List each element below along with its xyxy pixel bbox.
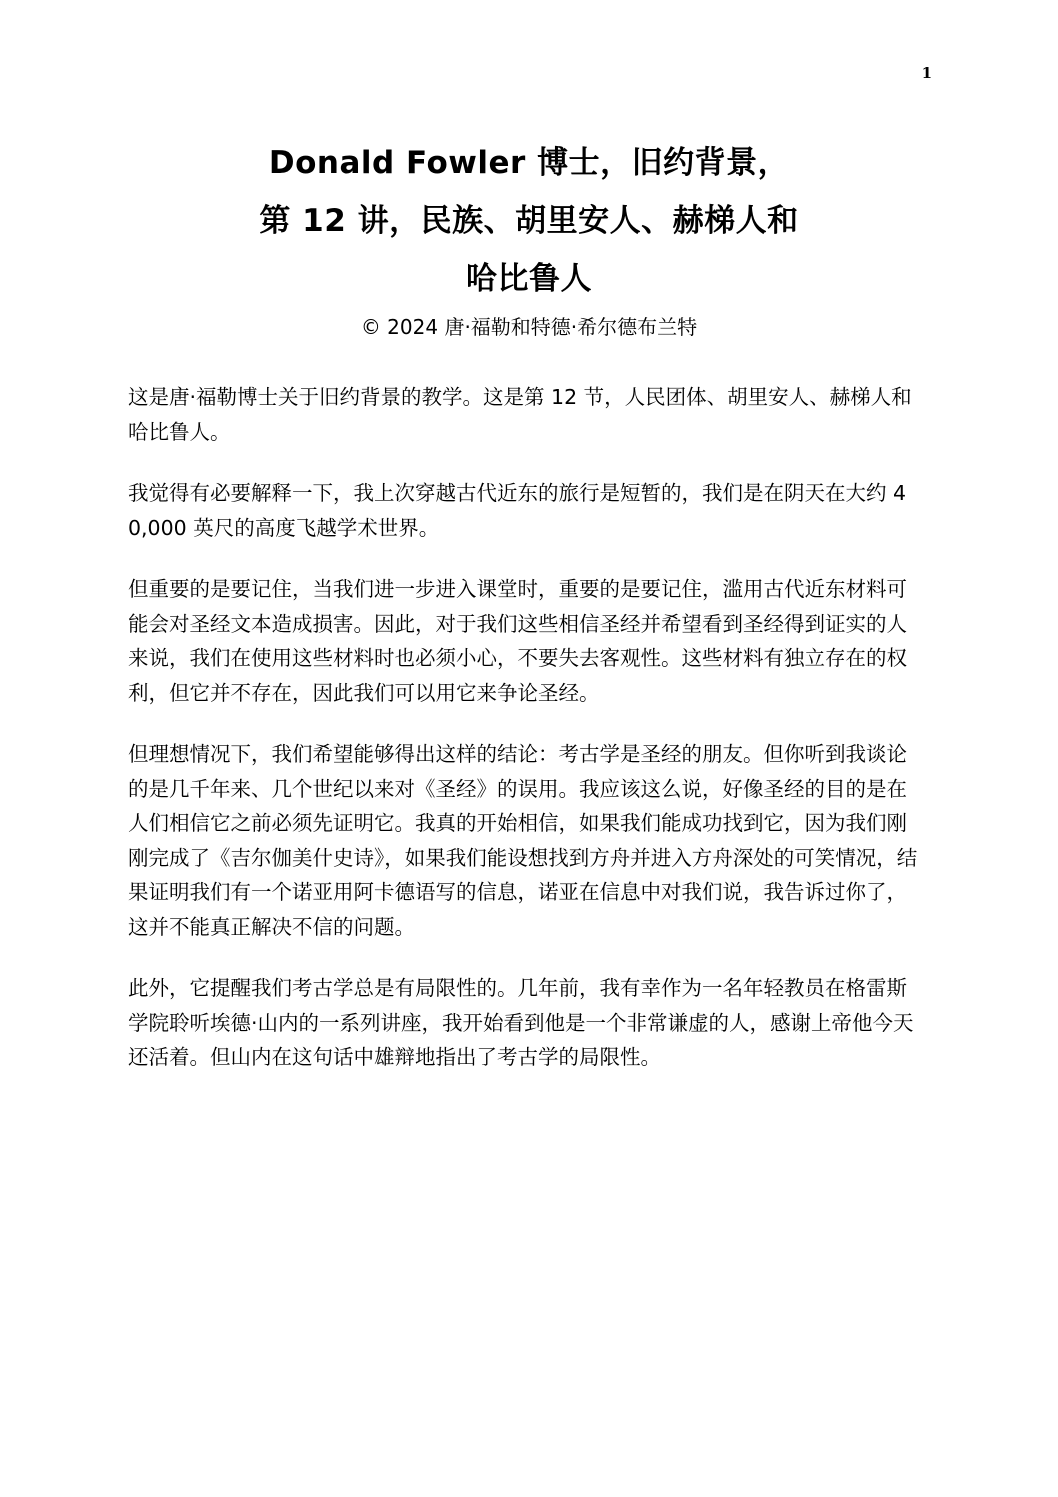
title-line-3: 哈比鲁人 [466,261,592,297]
paragraph-4: 但理想情况下，我们希望能够得出这样的结论：考古学是圣经的朋友。但你听到我谈论的是几千年来、几个世纪以来对《圣经》的误用。我应该这么说，好像圣经的目的是在人们相信它之前必须先证明它。我真的开始相信，如果我们能成功找到它，因为我们刚刚完成了《吉尔伽美什史诗》，如果我们能设想找到方舟并进入方舟深处的可笑情况，结果证明我们有一个诺亚用阿卡德语写的信息，诺亚在信息中对我们说，我告诉过你了，这并不能真正解决不信的问题。 [128,742,918,939]
title-line-2: 第 12 讲，民族、胡里安人、赫梯人和 [259,203,799,239]
paragraph-1: 这是唐·福勒博士关于旧约背景的教学。这是第 12 节，人民团体、胡里安人、赫梯人和哈比鲁人。 [128,385,912,444]
document-title [120,134,938,342]
title-line-1: Donald Fowler 博士，旧约背景， [268,145,790,181]
copyright-line: © 2024 唐·福勒和特德·希尔德布兰特 [360,315,698,339]
page-number: 1 [921,64,932,82]
body-text [128,380,920,1102]
paragraph-5: 此外，它提醒我们考古学总是有局限性的。几年前，我有幸作为一名年轻教员在格雷斯学院聆听埃德·山内的一系列讲座，我开始看到他是一个非常谦虚的人，感谢上帝他今天还活着。但山内在这句话中雄辩地指出了考古学的局限性。 [128,976,914,1069]
paragraph-2: 我觉得有必要解释一下，我上次穿越古代近东的旅行是短暂的，我们是在阴天在大约 40,000 英尺的高度飞越学术世界。 [128,481,907,540]
paragraph-3: 但重要的是要记住，当我们进一步进入课堂时，重要的是要记住，滥用古代近东材料可能会对圣经文本造成损害。因此，对于我们这些相信圣经并希望看到圣经得到证实的人来说，我们在使用这些材料时也必须小心，不要失去客观性。这些材料有独立存在的权利，但它并不存在，因此我们可以用它来争论圣经。 [128,577,907,705]
